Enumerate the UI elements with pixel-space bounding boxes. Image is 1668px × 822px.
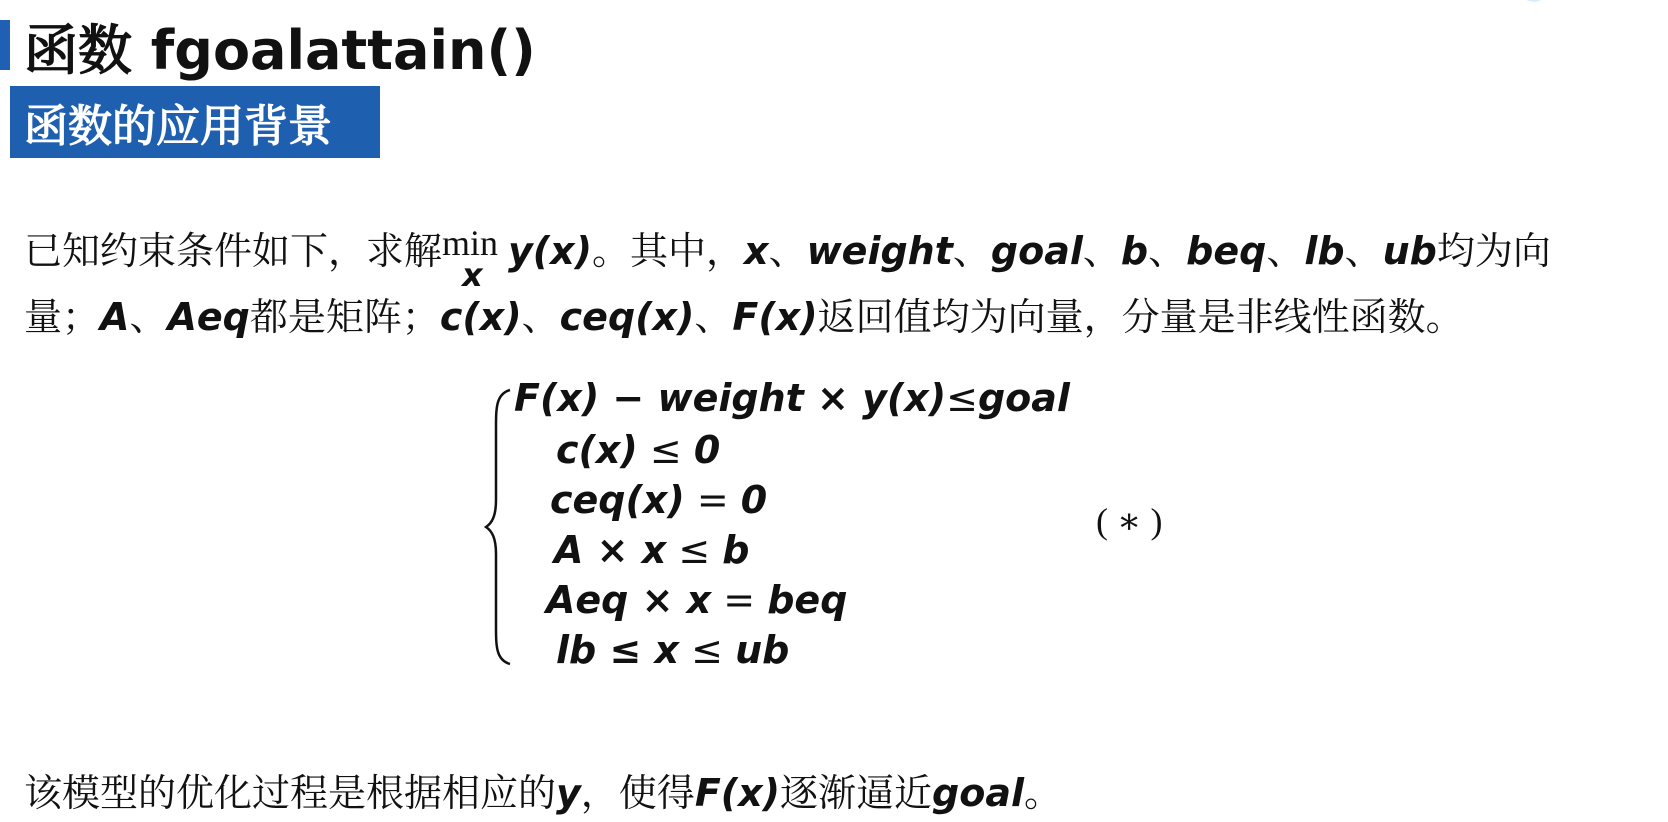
eq-rel: ≤ (649, 428, 682, 472)
matrices-suffix: 都是矩阵； (249, 295, 440, 339)
separator: 、 (129, 295, 168, 339)
separator: 、 (952, 229, 991, 273)
eq-left: Aeq × x (546, 578, 712, 622)
eq-rel: ≤ (946, 376, 978, 420)
intro-line-1 (24, 220, 1551, 294)
constraint-goal (514, 376, 1070, 420)
line2-prefix: 量； (24, 295, 101, 339)
separator: 、 (694, 295, 733, 339)
var-b: b (1120, 229, 1149, 273)
eq-right: b (722, 528, 750, 572)
eq-right: beq (767, 578, 848, 622)
separator: 、 (1082, 229, 1121, 273)
vars-suffix: 均为向 (1436, 229, 1551, 273)
funcs-suffix: 返回值均为向量，分量是非线性函数。 (817, 295, 1464, 339)
matrix-aeq: Aeq (167, 295, 250, 339)
min-operator (442, 223, 508, 294)
section-badge: 函数的应用背景 (10, 86, 380, 158)
conclusion-y: y (556, 771, 581, 815)
var-beq: beq (1186, 229, 1267, 273)
title-accent-bar (0, 20, 10, 70)
conclusion-mid2: 逐渐逼近 (780, 771, 933, 815)
conclusion-prefix: 该模型的优化过程是根据相应的 (24, 771, 557, 815)
var-goal: goal (990, 229, 1083, 273)
constraint-linear-ineq (554, 528, 749, 572)
eq-rel: ≤ (678, 528, 711, 572)
constraint-bounds (556, 628, 789, 672)
constraint-c (556, 428, 720, 472)
intro-line-2 (24, 286, 1464, 341)
eq-left: ceq(x) (550, 478, 685, 522)
eq-rel: = (696, 478, 729, 522)
constraint-ceq (550, 478, 767, 522)
func-ceq: ceq(x) (559, 295, 695, 339)
conclusion-end: 。 (1024, 771, 1063, 815)
left-brace-icon (484, 388, 514, 666)
conclusion-mid: ，使得 (580, 771, 695, 815)
eq-right: goal (977, 376, 1070, 420)
separator: 、 (768, 229, 807, 273)
intro-mid: 。其中， (592, 229, 745, 273)
eq-right: ub (735, 628, 790, 672)
intro-prefix: 已知约束条件如下，求解 (24, 229, 443, 273)
var-x: x (744, 229, 769, 273)
eq-rel: = (723, 578, 756, 622)
eq-rel: ≤ (691, 628, 723, 672)
var-lb: lb (1304, 229, 1345, 273)
eq-right: 0 (693, 428, 721, 472)
equation-label: ( ∗ ) (1096, 501, 1163, 541)
constraint-linear-eq (546, 578, 847, 622)
func-f: F(x) (732, 295, 818, 339)
eq-left: A × x (554, 528, 667, 572)
separator: 、 (1266, 229, 1305, 273)
var-weight: weight (806, 229, 953, 273)
separator: 、 (1344, 229, 1383, 273)
decorative-shape (1520, 0, 1548, 2)
var-ub: ub (1382, 229, 1437, 273)
min-subscript: x (462, 256, 483, 294)
objective: y(x) (508, 229, 593, 273)
separator: 、 (1148, 229, 1187, 273)
eq-left: lb ≤ x (556, 628, 680, 672)
func-c: c(x) (439, 295, 522, 339)
min-text: min (442, 223, 499, 263)
eq-right: 0 (740, 478, 768, 522)
conclusion-goal: goal (932, 771, 1025, 815)
separator: 、 (521, 295, 560, 339)
page-title: 函数 fgoalattain() (24, 19, 536, 82)
conclusion (24, 762, 1062, 817)
conclusion-fx: F(x) (694, 771, 781, 815)
eq-left: F(x) − weight × y(x) (514, 376, 947, 420)
eq-left: c(x) (556, 428, 638, 472)
matrix-a: A (100, 295, 130, 339)
